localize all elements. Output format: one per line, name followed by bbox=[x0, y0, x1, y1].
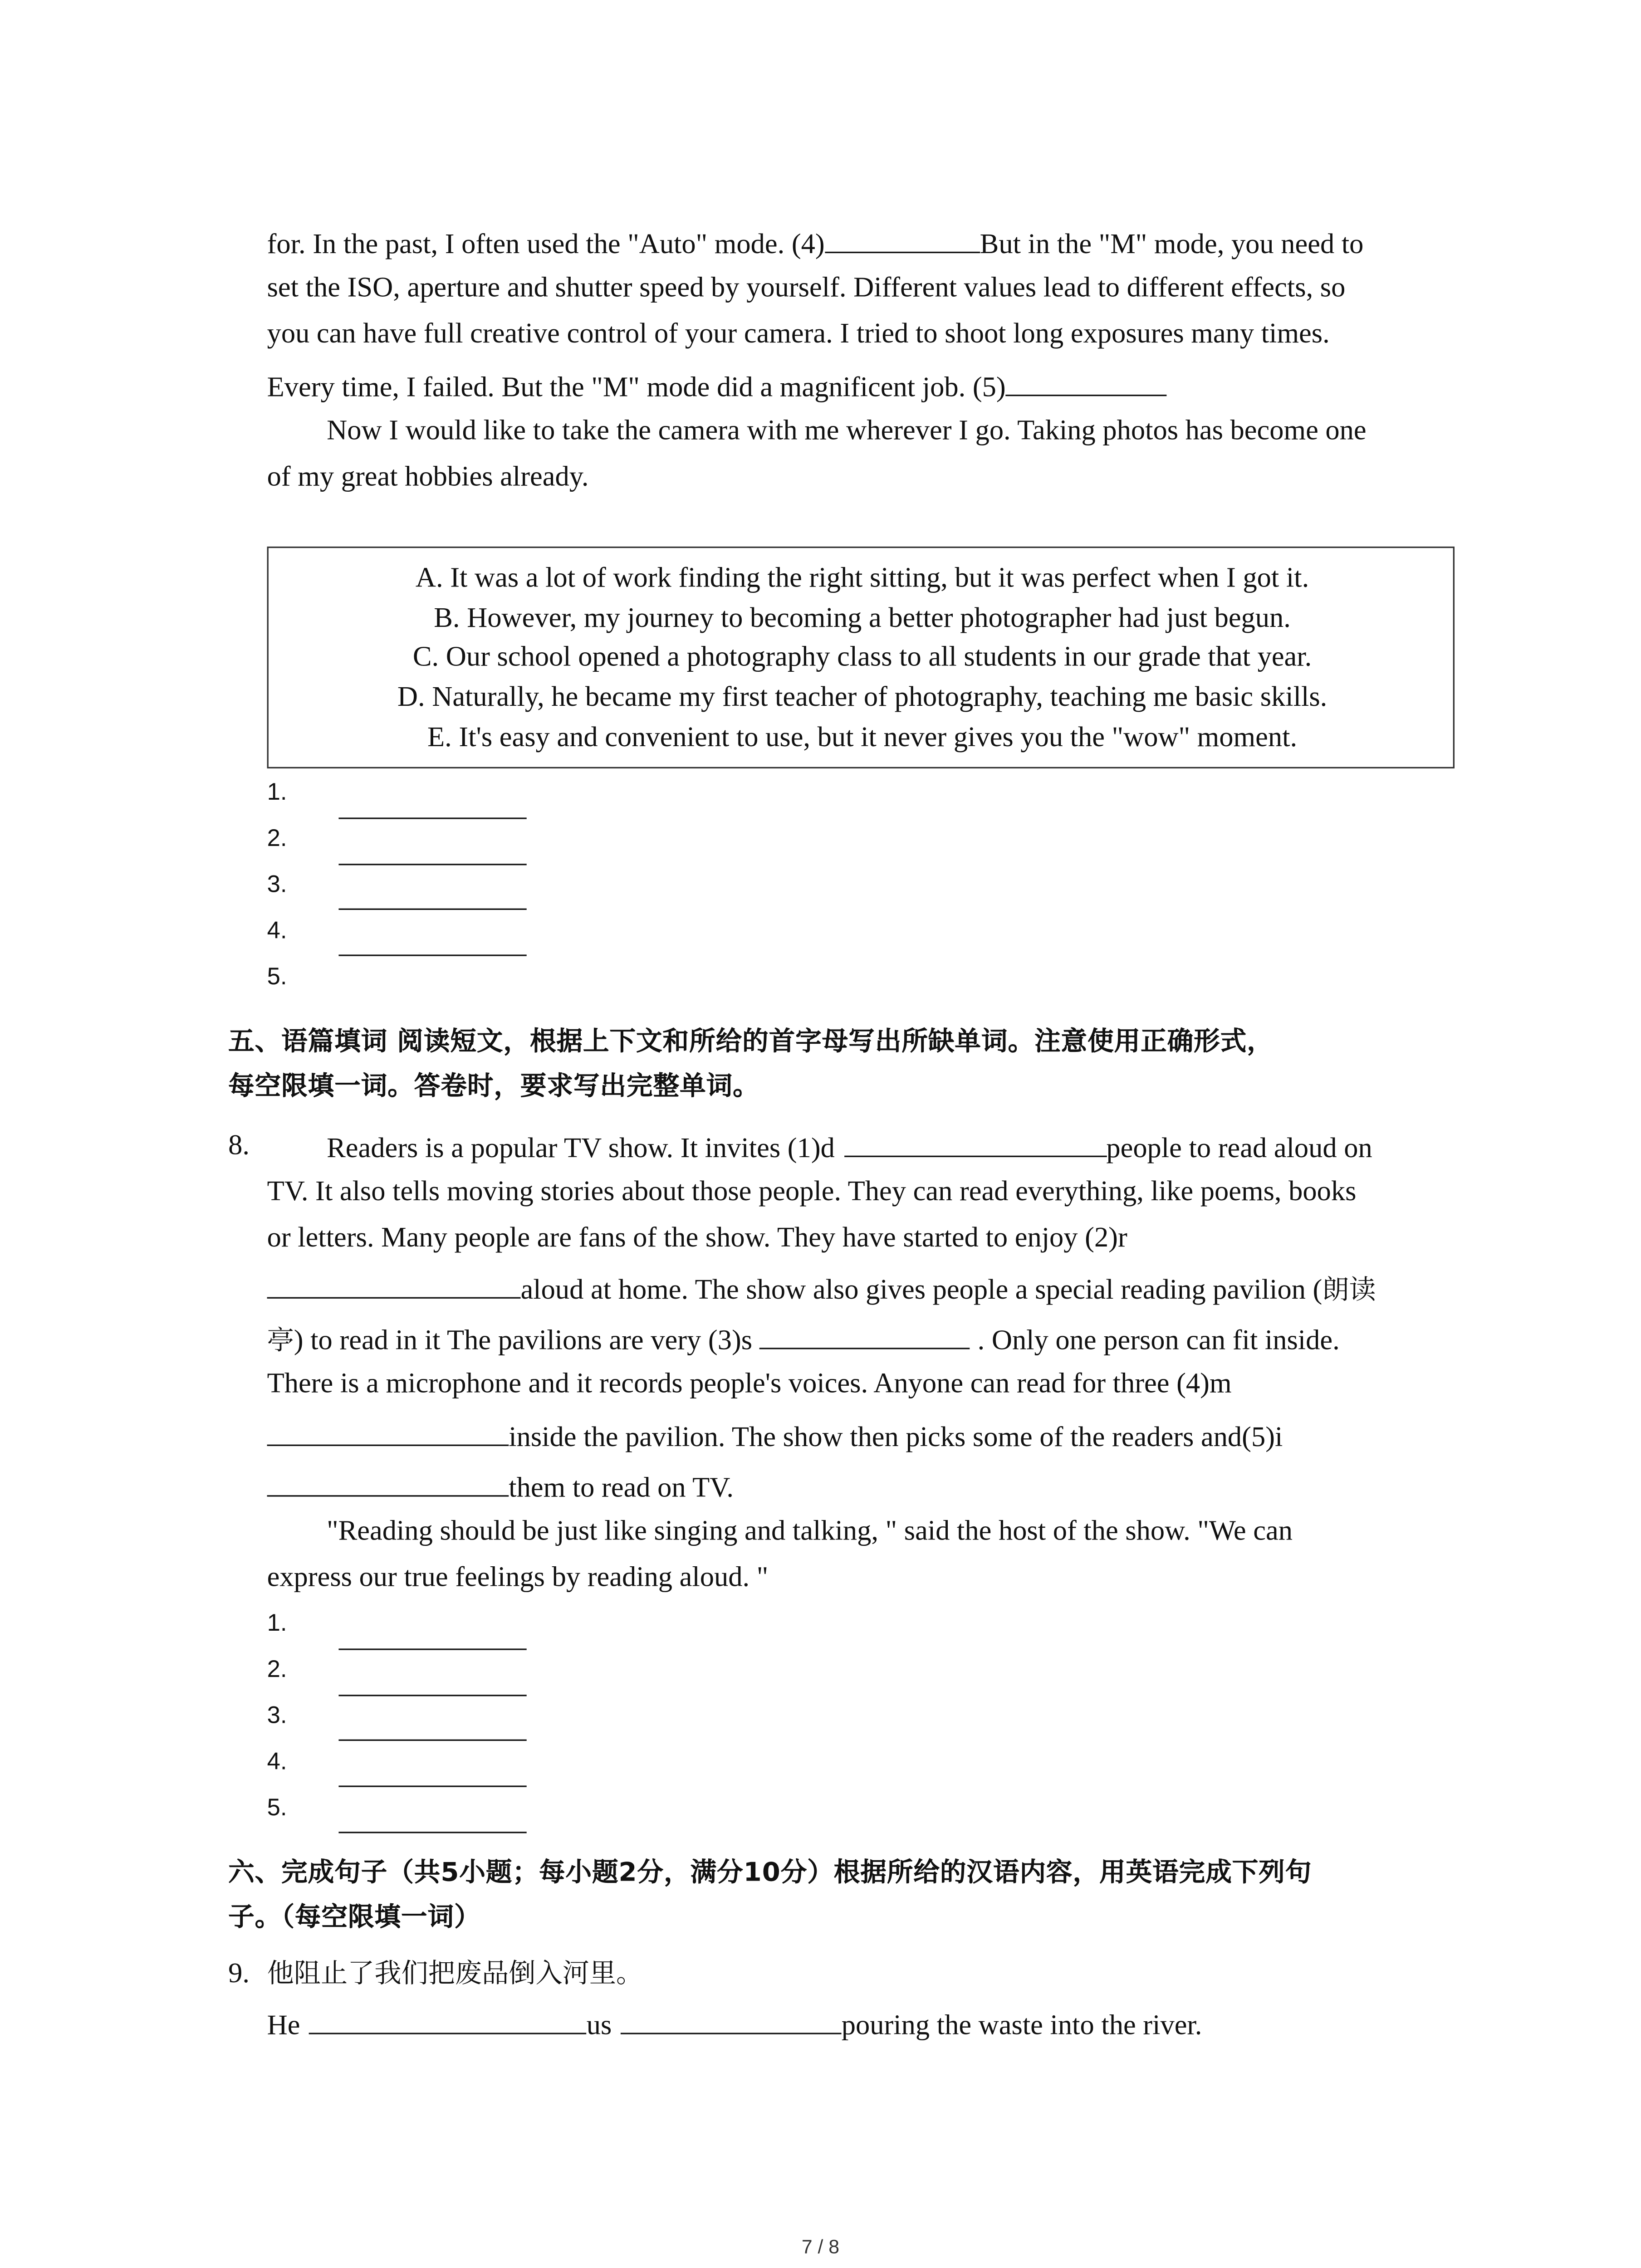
option-a: A. It was a lot of work finding the right sitting, but it was perfect when I got it. bbox=[415, 563, 1309, 594]
answer-number: 2. bbox=[267, 1657, 287, 1683]
question-number: 8. bbox=[228, 1130, 250, 1162]
section-heading: 子。（每空限填一词） bbox=[228, 1903, 481, 1933]
answer-line[interactable] bbox=[338, 1785, 526, 1787]
answer-number: 4. bbox=[267, 919, 287, 944]
answer-blank bbox=[267, 1270, 521, 1298]
option-e: E. It's easy and convenient to use, but it never gives you the "wow" moment. bbox=[427, 722, 1298, 754]
passage-line bbox=[267, 1321, 1340, 1359]
passage-line: set the ISO, aperture and shutter speed by yourself. Different values lead to different effects, so bbox=[267, 272, 1346, 304]
answer-line[interactable] bbox=[338, 909, 526, 910]
sentence-text: us bbox=[586, 2010, 612, 2042]
passage-line bbox=[267, 225, 1364, 264]
sentence-line bbox=[267, 2006, 1202, 2044]
passage-line bbox=[327, 1129, 1372, 1168]
sentence-text: He bbox=[267, 2010, 300, 2042]
answer-line[interactable] bbox=[338, 864, 526, 865]
option-d: D. Naturally, he became my first teacher of photography, teaching me basic skills. bbox=[397, 682, 1327, 714]
answer-number: 2. bbox=[267, 826, 287, 852]
passage-text: 亭 bbox=[267, 1325, 294, 1357]
passage-text: But in the "M" mode, you need to bbox=[980, 229, 1364, 261]
passage-line: of my great hobbies already. bbox=[267, 461, 589, 493]
passage-line: or letters. Many people are fans of the show. They have started to enjoy (2)r bbox=[267, 1222, 1127, 1254]
answer-blank[interactable] bbox=[309, 2006, 587, 2034]
answer-blank bbox=[825, 225, 980, 253]
passage-line bbox=[267, 1270, 1376, 1309]
passage-line: There is a microphone and it records people's voices. Anyone can read for three (4)m bbox=[267, 1369, 1232, 1400]
passage-line: "Reading should be just like singing and talking, " said the host of the show. "We can bbox=[327, 1516, 1293, 1548]
passage-text: 朗读 bbox=[1322, 1275, 1376, 1306]
passage-line bbox=[267, 368, 1167, 406]
answer-number: 5. bbox=[267, 965, 287, 991]
page-number: 7 / 8 bbox=[801, 2235, 840, 2258]
answer-line[interactable] bbox=[338, 954, 526, 956]
section-heading: 五、语篇填词 阅读短文，根据上下文和所给的首字母写出所缺单词。注意使用正确形式， bbox=[228, 1027, 1274, 1058]
option-c: C. Our school opened a photography class to all students in our grade that year. bbox=[412, 642, 1312, 673]
answer-line[interactable] bbox=[338, 1832, 526, 1833]
passage-line: express our true feelings by reading aloud. " bbox=[267, 1562, 769, 1593]
section-heading: 每空限填一词。答卷时，要求写出完整单词。 bbox=[228, 1072, 759, 1102]
answer-line[interactable] bbox=[338, 1695, 526, 1696]
answer-blank[interactable] bbox=[621, 2006, 842, 2034]
answer-number: 3. bbox=[267, 872, 287, 898]
answer-blank bbox=[267, 1418, 509, 1446]
passage-text: people to read aloud on bbox=[1106, 1133, 1372, 1165]
option-b: B. However, my journey to becoming a better photographer had just begun. bbox=[434, 603, 1291, 635]
answer-number: 1. bbox=[267, 780, 287, 806]
passage-line: you can have full creative control of your camera. I tried to shoot long exposures many times. bbox=[267, 318, 1330, 350]
answer-number: 3. bbox=[267, 1703, 287, 1729]
section-heading: 六、完成句子（共5小题；每小题2分，满分10分）根据所给的汉语内容，用英语完成下列句 bbox=[228, 1858, 1312, 1888]
question-number: 9. bbox=[228, 1958, 250, 1990]
passage-text: ) to read in it The pavilions are very (3)s bbox=[294, 1325, 753, 1357]
passage-text: for. In the past, I often used the "Auto" mode. (4) bbox=[267, 229, 825, 261]
passage-line bbox=[267, 1418, 1283, 1457]
passage-text: . Only one person can fit inside. bbox=[977, 1325, 1340, 1357]
passage-text: Every time, I failed. But the "M" mode did a magnificent job. (5) bbox=[267, 372, 1006, 404]
answer-line[interactable] bbox=[338, 1648, 526, 1650]
answer-line[interactable] bbox=[338, 817, 526, 819]
answer-number: 1. bbox=[267, 1611, 287, 1637]
answer-blank bbox=[267, 1468, 509, 1496]
options-box bbox=[267, 547, 1455, 768]
answer-number: 5. bbox=[267, 1796, 287, 1822]
passage-line: Now I would like to take the camera with me wherever I go. Taking photos has become one bbox=[327, 415, 1367, 447]
passage-line bbox=[267, 1468, 734, 1507]
answer-blank bbox=[1006, 368, 1167, 396]
sentence-text: pouring the waste into the river. bbox=[841, 2010, 1202, 2042]
answer-blank bbox=[844, 1129, 1107, 1157]
passage-text: Readers is a popular TV show. It invites (1)d bbox=[327, 1133, 835, 1165]
question-prompt: 他阻止了我们把废品倒入河里。 bbox=[267, 1958, 643, 1990]
passage-text: inside the pavilion. The show then picks some of the readers and(5)i bbox=[509, 1422, 1283, 1454]
answer-blank bbox=[760, 1321, 970, 1349]
passage-text: them to read on TV. bbox=[509, 1472, 734, 1504]
passage-line: TV. It also tells moving stories about those people. They can read everything, like poems, books bbox=[267, 1176, 1357, 1208]
answer-line[interactable] bbox=[338, 1740, 526, 1741]
passage-text: aloud at home. The show also gives people a special reading pavilion ( bbox=[520, 1275, 1323, 1306]
answer-number: 4. bbox=[267, 1750, 287, 1775]
